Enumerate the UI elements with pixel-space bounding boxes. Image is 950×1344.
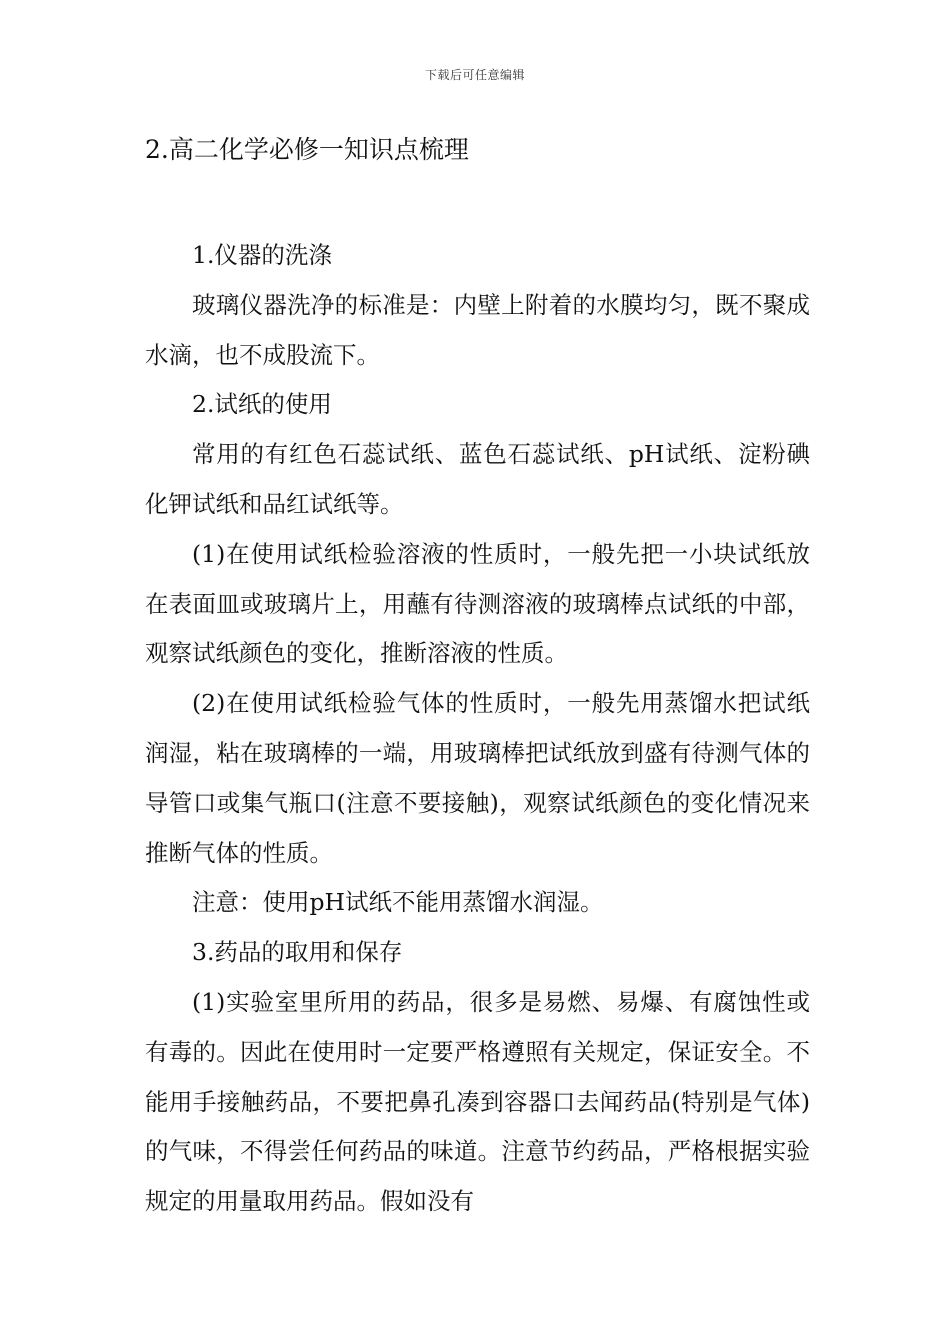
paragraph-solution-testing: (1)在使用试纸检验溶液的性质时，一般先把一小块试纸放在表面皿或玻璃片上，用蘸有待测溶液的玻璃棒点试纸的中部，观察试纸颜色的变化，推断溶液的性质。 [145, 539, 810, 668]
paragraph-gas-testing: (2)在使用试纸检验气体的性质时，一般先用蒸馏水把试纸润湿，粘在玻璃棒的一端，用玻璃棒把试纸放到盛有待测气体的导管口或集气瓶口(注意不要接触)，观察试纸颜色的变化情况来推断气体的性质。 [145, 689, 810, 867]
document-body [145, 231, 810, 1227]
document-title: 2.高二化学必修一知识点梳理 [145, 135, 469, 164]
section-heading-instrument-washing: 1.仪器的洗涤 [192, 241, 332, 269]
paragraph-ph-note: 注意：使用pH试纸不能用蒸馏水润湿。 [192, 888, 604, 917]
page-header: 下载后可任意编辑 [424, 68, 525, 82]
paragraph-washing-standard: 玻璃仪器洗净的标准是：内壁上附着的水膜均匀，既不聚成水滴，也不成股流下。 [145, 290, 810, 369]
paragraph-test-paper-types: 常用的有红色石蕊试纸、蓝色石蕊试纸、pH试纸、淀粉碘化钾试纸和品红试纸等。 [145, 440, 810, 518]
paragraph-reagent-safety: (1)实验室里所用的药品，很多是易燃、易爆、有腐蚀性或有毒的。因此在使用时一定要严格遵照有关规定，保证安全。不能用手接触药品，不要把鼻孔凑到容器口去闻药品(特别是气体)的气味，不得尝任何药品的味道。注意节约药品，严格根据实验规定的用量取用药品。假如没有 [145, 987, 810, 1216]
section-heading-test-paper-use: 2.试纸的使用 [192, 390, 332, 419]
section-heading-reagent-handling: 3.药品的取用和保存 [192, 938, 403, 967]
